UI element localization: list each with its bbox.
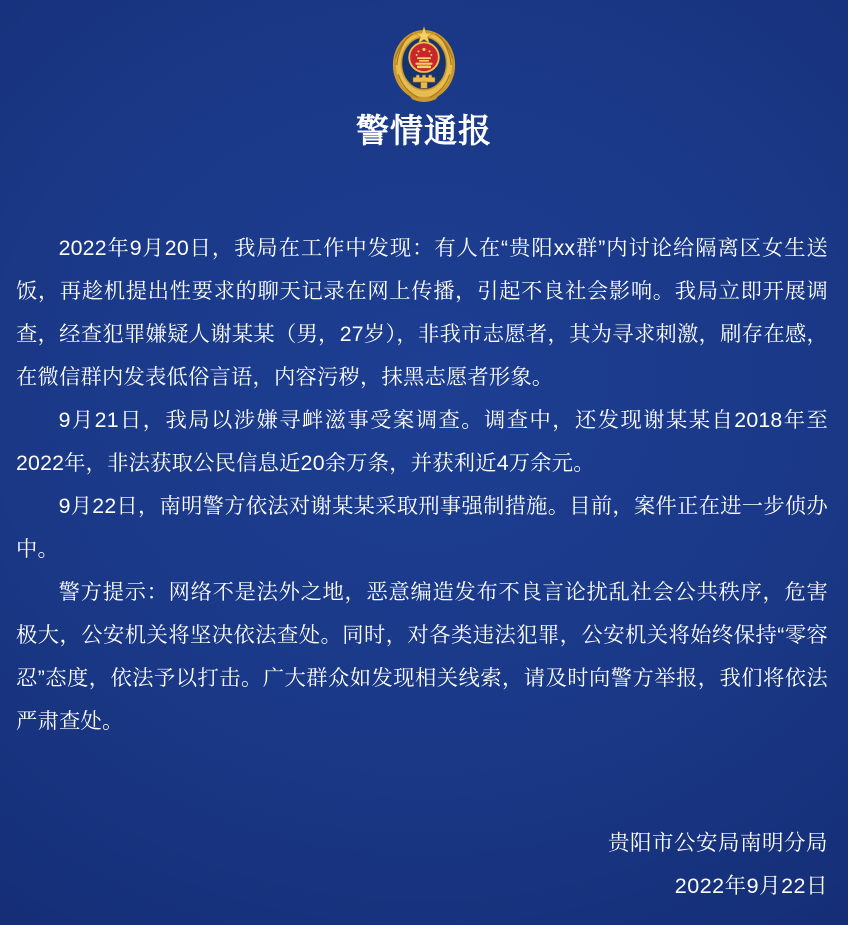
signature-block: [608, 822, 828, 908]
notice-title: 警情通报: [356, 112, 492, 149]
notice-body: [16, 227, 828, 743]
signature-agency: 贵阳市公安局南明分局: [607, 831, 828, 855]
police-badge-icon: [389, 26, 459, 104]
notice-paragraph-4: 警方提示：网络不是法外之地，恶意编造发布不良言论扰乱社会公共秩序，危害极大，公安机关将坚决依法查处。同时，对各类违法犯罪，公安机关将始终保持“零容忍”态度，依法予以打击。广大群众如发现相关线索，请及时向警方举报，我们将依法严肃查处。: [16, 580, 828, 733]
notice-paragraph-1: 2022年9月20日，我局在工作中发现：有人在“贵阳xx群”内讨论给隔离区女生送饭，再趁机提出性要求的聊天记录在网上传播，引起不良社会影响。我局立即开展调查，经查犯罪嫌疑人谢某某（男，27岁），非我市志愿者，其为寻求刺激，刷存在感，在微信群内发表低俗言语，内容污秽，抹黑志愿者形象。: [16, 236, 828, 389]
signature-date: 2022年9月22日: [674, 874, 828, 898]
police-badge-svg: [389, 26, 459, 104]
tiananmen-motif: [415, 57, 432, 68]
notice-paragraph-3: 9月22日，南明警方依法对谢某某采取刑事强制措施。目前，案件正在进一步侦办中。: [16, 494, 828, 561]
notice-paragraph-2: 9月21日，我局以涉嫌寻衅滋事受案调查。调查中，还发现谢某某自2018年至2022年，非法获取公民信息近20余万条，并获利近4万余元。: [16, 408, 828, 475]
